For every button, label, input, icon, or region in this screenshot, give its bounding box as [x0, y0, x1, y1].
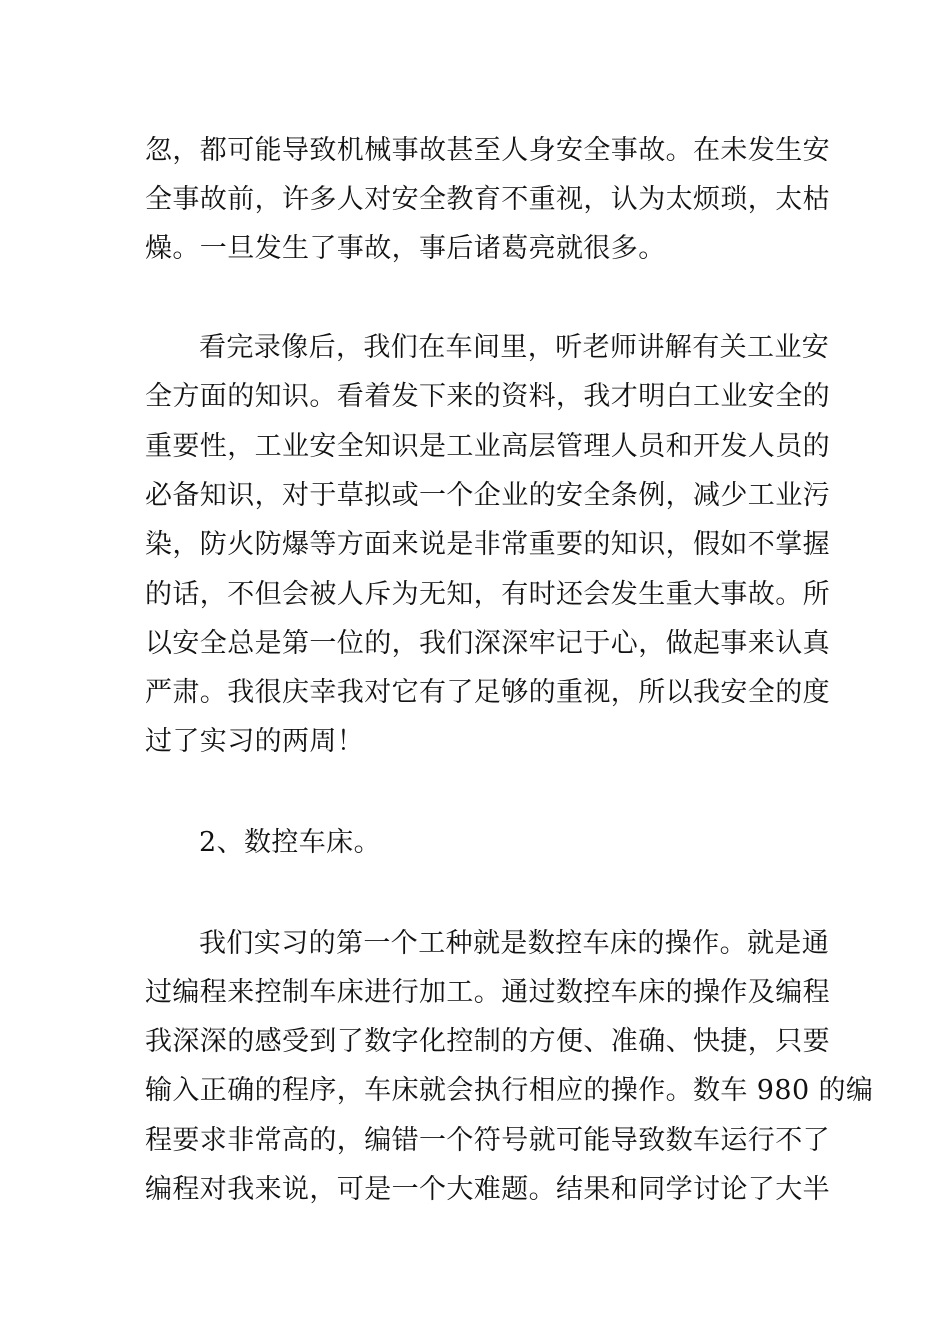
paragraph-1-line-2: 全事故前，许多人对安全教育不重视，认为太烦琐，太枯 — [145, 184, 830, 215]
paragraph-2-line-8: 严肃。我很庆幸我对它有了足够的重视，所以我安全的度 — [145, 677, 830, 708]
section-heading: 2、数控车床。 — [199, 827, 381, 858]
paragraph-2-line-6: 的话，不但会被人斥为无知，有时还会发生重大事故。所 — [145, 579, 830, 610]
paragraph-2-line-2: 全方面的知识。看着发下来的资料，我才明白工业安全的 — [145, 381, 830, 412]
paragraph-2-line-3: 重要性，工业安全知识是工业高层管理人员和开发人员的 — [145, 431, 830, 462]
paragraph-2-line-4: 必备知识，对于草拟或一个企业的安全条例，减少工业污 — [145, 480, 830, 511]
paragraph-1-line-1: 忽，都可能导致机械事故甚至人身安全事故。在未发生安 — [145, 135, 830, 166]
paragraph-3-line-2: 过编程来控制车床进行加工。通过数控车床的操作及编程 — [145, 977, 830, 1008]
paragraph-3-line-6: 编程对我来说，可是一个大难题。结果和同学讨论了大半 — [145, 1174, 830, 1205]
paragraph-2-line-5: 染，防火防爆等方面来说是非常重要的知识，假如不掌握 — [145, 529, 830, 560]
paragraph-2-line-1: 看完录像后，我们在车间里，听老师讲解有关工业安 — [199, 332, 830, 363]
paragraph-2-line-7: 以安全总是第一位的，我们深深牢记于心，做起事来认真 — [145, 628, 830, 659]
paragraph-2-line-9: 过了实习的两周！ — [145, 726, 365, 757]
paragraph-3-line-1: 我们实习的第一个工种就是数控车床的操作。就是通 — [199, 928, 830, 959]
paragraph-3-line-5: 程要求非常高的，编错一个符号就可能导致数车运行不了 — [145, 1125, 830, 1156]
paragraph-3-line-3: 我深深的感受到了数字化控制的方便、准确、快捷，只要 — [145, 1026, 830, 1057]
paragraph-3-line-4: 输入正确的程序，车床就会执行相应的操作。数车 980 的编 — [145, 1075, 874, 1106]
paragraph-1-line-3: 燥。一旦发生了事故，事后诸葛亮就很多。 — [145, 233, 666, 264]
